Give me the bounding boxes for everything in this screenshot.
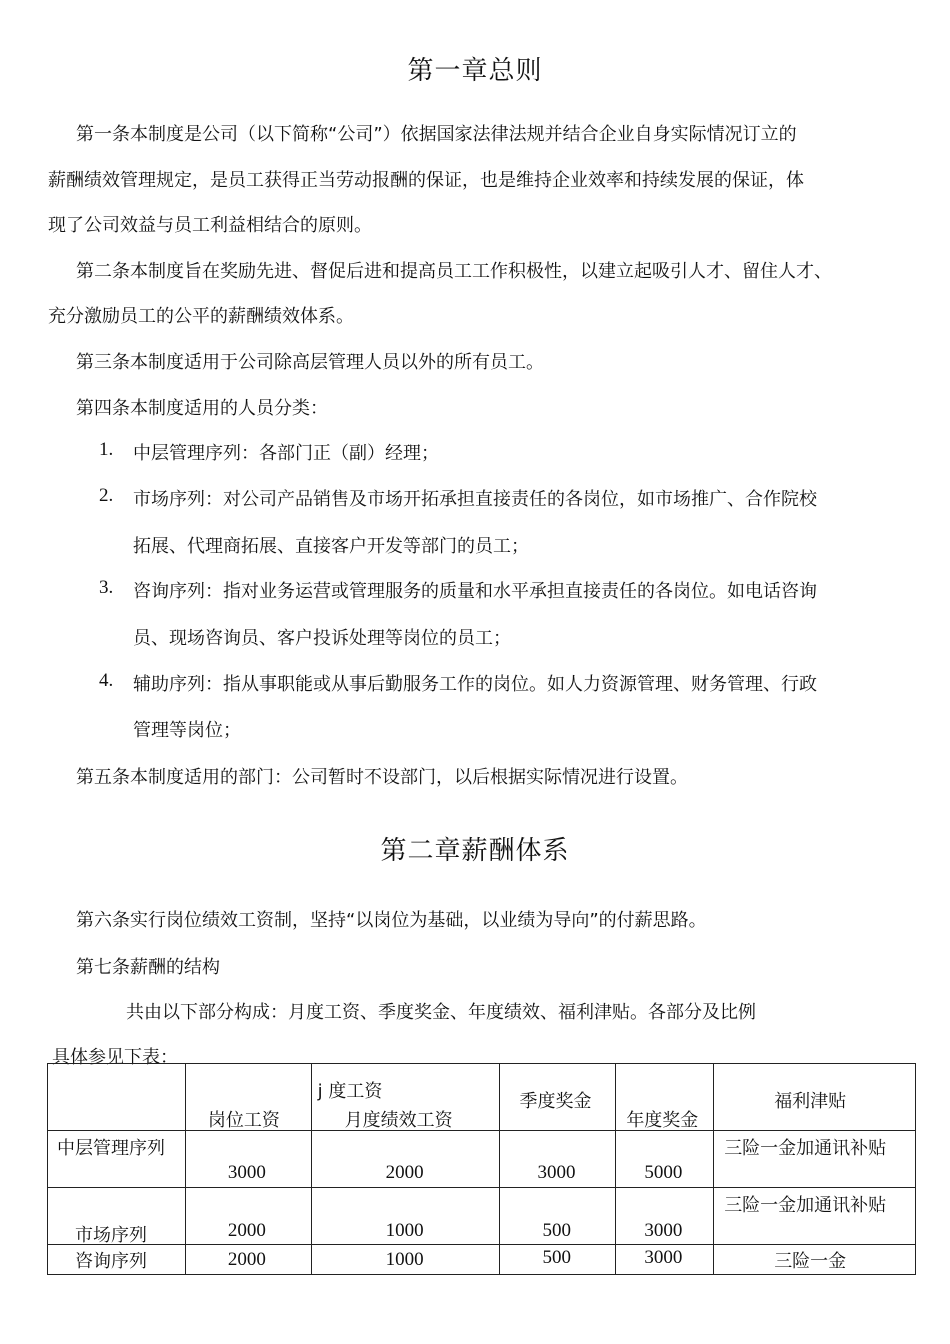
- article4-text: 第四条本制度适用的人员分类：: [76, 398, 328, 419]
- category-support-line1: 辅助序列：指从事职能或从事后勤服务工作的岗位。如人力资源管理、财务管理、行政: [133, 674, 817, 695]
- row-annual-bonus: 3000: [644, 1220, 683, 1241]
- header-welfare: 福利津贴: [774, 1091, 847, 1112]
- table-header-row: [48, 1064, 916, 1131]
- category-consult-line2: 员、现场咨询员、客户投诉处理等岗位的员工；: [133, 628, 511, 649]
- header-welfare-cell: [714, 1064, 916, 1131]
- header-quarterly-cell: [500, 1064, 616, 1131]
- row-base-salary: 3000: [227, 1162, 266, 1183]
- list-number: 2.: [99, 485, 114, 506]
- row-annual-bonus: 5000: [644, 1162, 683, 1183]
- row-quarterly-bonus: 500: [542, 1220, 571, 1241]
- header-annual-bonus: 年度奖金: [626, 1110, 699, 1131]
- list-number: 4.: [99, 670, 114, 691]
- category-market-line2: 拓展、代理商拓展、直接客户开发等部门的员工；: [133, 536, 529, 557]
- category-market-line1: 市场序列：对公司产品销售及市场开拓承担直接责任的各岗位，如市场推广、合作院校: [133, 489, 817, 510]
- article6-text: 第六条实行岗位绩效工资制，坚持“以岗位为基础，以业绩为导向”的付薪思路。: [76, 910, 707, 931]
- row-base-salary: 2000: [227, 1249, 266, 1270]
- table-row: [48, 1245, 916, 1275]
- category-support-line2: 管理等岗位；: [133, 720, 241, 741]
- list-number: 1.: [99, 439, 114, 460]
- row-annual-bonus: 3000: [644, 1247, 683, 1268]
- header-monthly-group: j 度工资: [317, 1081, 383, 1102]
- row-welfare: 三险一金加通讯补贴: [724, 1138, 887, 1159]
- row-quarterly-bonus: 3000: [537, 1162, 576, 1183]
- row-welfare: 三险一金加通讯补贴: [724, 1195, 887, 1216]
- row-monthly-perf: 1000: [385, 1220, 424, 1241]
- category-middle-mgmt: 中层管理序列：各部门正（副）经理；: [133, 443, 439, 464]
- salary-table: [47, 1063, 916, 1275]
- article1-line3: 现了公司效益与员工利益相结合的原则。: [48, 215, 372, 236]
- row-name: 咨询序列: [75, 1251, 147, 1272]
- table-row: [48, 1131, 916, 1188]
- chapter2-title: 第二章薪酬体系: [380, 836, 570, 866]
- row-monthly-perf: 1000: [385, 1249, 424, 1270]
- row-welfare: 三险一金: [774, 1251, 847, 1272]
- header-monthly-perf: 月度绩效工资: [344, 1110, 453, 1131]
- header-annual-cell: [616, 1064, 714, 1131]
- row-name: 中层管理序列: [57, 1138, 165, 1159]
- article2-line2: 充分激励员工的公平的薪酬绩效体系。: [48, 306, 354, 327]
- header-base-salary: 岗位工资: [207, 1110, 280, 1131]
- article1-line2: 薪酬绩效管理规定，是员工获得正当劳动报酬的保证，也是维持企业效率和持续发展的保证，体: [48, 170, 804, 191]
- chapter1-title: 第一章总则: [407, 56, 543, 86]
- row-base-salary: 2000: [227, 1220, 266, 1241]
- row-quarterly-bonus: 500: [542, 1247, 571, 1268]
- structure-line2: 具体参见下表：: [52, 1047, 178, 1068]
- category-consult-line1: 咨询序列：指对业务运营或管理服务的质量和水平承担直接责任的各岗位。如电话咨询: [133, 581, 817, 602]
- table-row: [48, 1188, 916, 1245]
- header-monthly-cell: [311, 1064, 500, 1131]
- header-base-cell: [185, 1064, 311, 1131]
- article5-text: 第五条本制度适用的部门：公司暂时不设部门，以后根据实际情况进行设置。: [76, 767, 688, 788]
- row-name: 市场序列: [75, 1225, 147, 1246]
- article3-text: 第三条本制度适用于公司除高层管理人员以外的所有员工。: [76, 352, 544, 373]
- row-monthly-perf: 2000: [385, 1162, 424, 1183]
- list-number: 3.: [99, 577, 114, 598]
- header-corner-cell: [48, 1064, 186, 1131]
- header-quarterly-bonus: 季度奖金: [519, 1091, 592, 1112]
- article7-text: 第七条薪酬的结构: [76, 957, 220, 978]
- structure-line1: 共由以下部分构成：月度工资、季度奖金、年度绩效、福利津贴。各部分及比例: [126, 1002, 756, 1023]
- article2-line1: 第二条本制度旨在奖励先进、督促后进和提高员工工作积极性，以建立起吸引人才、留住人才、: [76, 261, 832, 282]
- article1-line1: 第一条本制度是公司（以下简称“公司”）依据国家法律法规并结合企业自身实际情况订立的: [76, 124, 797, 145]
